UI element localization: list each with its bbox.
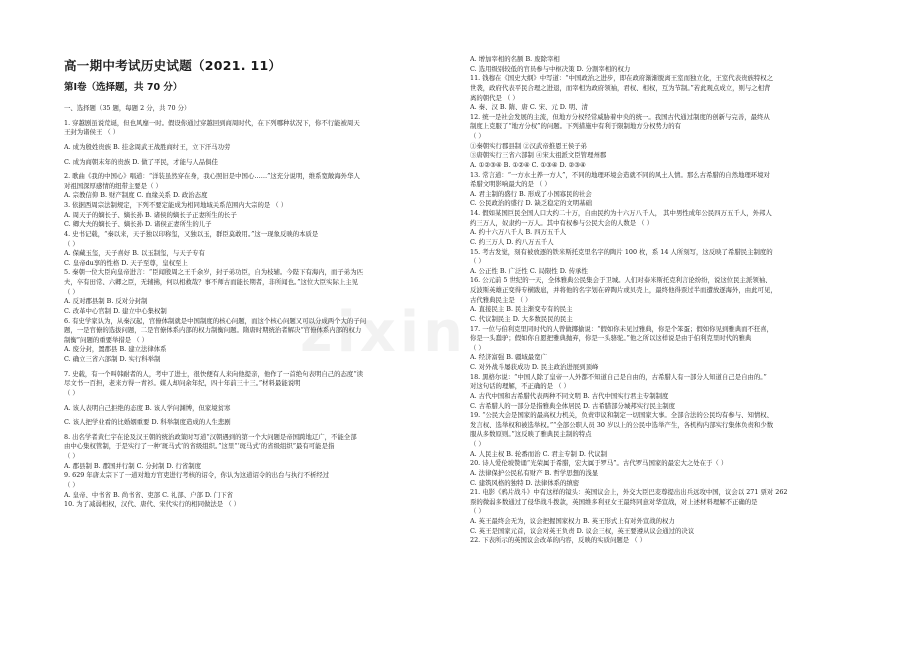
left-column [64, 0, 466, 651]
text-line: 票的微弱多数通过了侵华战斗拨款，英国维多利亚女王最终同意对华宣战，对上述材料理解不正确的是 [470, 497, 758, 506]
text-line: 对祖国深厚感情的纽带主要是（ ） [64, 181, 162, 190]
text-line: A. 公正性 B. 广泛性 C. 局限性 D. 传承性 [470, 266, 588, 275]
text-line: 10. 为了减弱相权，汉代、唐代、宋代实行的相同做法是 （ ） [64, 500, 241, 509]
text-line: A. 人民主权 B. 轮番而治 C. 君主专制 D. 代议制 [470, 449, 608, 458]
text-line: A. 宗教信仰 B. 财产制度 C. 血缘关系 D. 政治态度 [64, 191, 208, 200]
text-line: 16. 公元前 5 世纪的一天，全体雅典公民集会于卫城。人们对泰米斯托克利言论纷纷，说这位民主派领袖、 [470, 276, 772, 285]
right-column [470, 0, 880, 651]
text-line: A. 成为殷姓贵族 B. 挂念周武王战胜商纣王，立下汗马功劳 [64, 142, 231, 151]
text-line: A. 法律保护公民私有财产 B. 哲学思想的浅显 [470, 468, 599, 477]
text-line: 尽文书一百担，老来方得一青衫。媒人却问余年纪，四十年前三十三。”材料最能说明 [64, 379, 301, 388]
text-line: 17. 一位与伯利克里同时代的人曾做揶揄说：“假如你未见过雅典，你是个笨蛋；假如你见到雅典而不狂喜， [470, 324, 774, 333]
text-line: 2. 歌曲《我的中国心》唱道：“洋装虽然穿在身，我心照旧是中国心……”这充分说明，维系宽敞海外华人 [64, 172, 360, 181]
left-question-text [64, 104, 466, 510]
text-line: A. 保藏玉玺，天子喜好 B. 以玉制玺，与天子专有 [64, 249, 205, 258]
text-line: 发言权、选举权和被选举权。”“全部公职人员 30 岁以上的公民中选举产生，各机构内部实行集体负责和少数 [470, 420, 774, 429]
text-line: （ ） [64, 287, 79, 296]
text-line: A. 约十六万八千人 B. 四万五千人 [470, 228, 567, 237]
text-line: A. 废分封，置郡县 B. 建立法律体系 [64, 345, 167, 354]
text-line: 19. “公民大会是国家的最高权力机关，负责审议和制定一切国家大事。全部合法的公民均有参与、知情权、 [470, 411, 774, 420]
text-line: （ ） [64, 480, 79, 489]
text-line: 6. 有史学家认为，从秦汉起，官僚体制就是中国制度的核心问题，而这个核心问题又可以分成两个大的子问 [64, 316, 367, 325]
text-line: A. 皇帝、中书省 B. 尚书省、吏部 C. 礼部、户部 D. 门下省 [64, 490, 234, 499]
text-line: 古代雅典民主是 （ ） [470, 295, 532, 304]
text-line: C. 卿大夫的嫡长子、嫡长孙 D. 诸侯正妻所生的儿子 [64, 220, 212, 229]
text-line: 反波斯英雄正变得专横跋扈，并将他的名字划在碎陶片或贝壳上，最终他得票过半而遭放逐海外，由此可见， [470, 286, 777, 294]
text-line: 11. 钱穆在《国史大纲》中写道：“中国政治之进步，即在政府渐渐脱离王室而独立化，王室代表贵族特权之 [470, 74, 774, 83]
text-line: ①秦朝实行郡县制 ②汉武帝推恩王侯子弟 [470, 141, 588, 150]
text-line: A. 古代中国和古希腊代表两种不同文明 B. 古代中国实行君主专制制度 [470, 391, 669, 400]
text-line: （ ） [470, 257, 485, 266]
section-heading: 第Ⅰ卷（选择题，共 70 分） [64, 82, 183, 93]
text-line: 15. 考古发觉，刻有被放逐的铁米斯托克里名字的陶片 100 枚，系 14 人所刻写，这反映了希腊民主制度的 [470, 247, 773, 256]
text-line: C. 确立三省六部制 D. 实行科举制 [64, 355, 161, 363]
text-line: 离的朝代是 （ ） [470, 93, 519, 102]
text-line: A. 英王最终会无为，议会把握国家权力 B. 英王形式上有对外宣战的权力 [470, 517, 675, 525]
text-line: C. 选用级别较低的官员参与中枢决策 D. 分割宰相的权力 [470, 64, 631, 73]
watermark: zixin [300, 300, 467, 365]
text-line: A. 秦、汉 B. 隋、唐 C. 宋、元 D. 明、清 [470, 103, 588, 112]
text-line: A. 周天子的嫡长子、嫡长孙 B. 诸侯的嫡长子正妻所生的长子 [64, 210, 237, 219]
text-line: 由中心集权管制，于是实行了一种‘斑马式’的省级组织。”这里“‘斑马式’的省级组织”最有可能是指 [64, 442, 335, 451]
text-line: A. 增加宰相的名额 B. 废除宰相 [470, 55, 560, 63]
text-line: （ ） [64, 388, 79, 397]
text-line: 希腊文明影响最大的是 （ ） [470, 180, 551, 189]
text-line: 3. 依据西周宗法制规定，下列不要定能成为相同地域关系范围内大宗的是 （ ） [64, 201, 288, 209]
text-line: （ ） [64, 239, 79, 248]
text-line: 世袭，政府代表平民合理之进退，而宰相为政府领袖，君权、相权，互为节制。”若此观点成立，则与之相背 [470, 83, 771, 92]
text-line: 21. 电影《鸦片战斗》中有这样的镜头：英国议会上，外交大臣巴麦尊提出出兵远攻中国，议会以 271 票对 262 [470, 488, 788, 497]
exam-title: 高一期中考试历史试题（2021. 11） [64, 58, 282, 73]
text-line: 5. 秦朝一位大臣向皇帝进言：“臣闻殷周之王千余岁，封子弟功臣，自为枝辅。今陛下有海内，而子弟为匹 [64, 268, 363, 277]
text-line: ③唐朝实行三省六部制 ④宋太祖派文臣管理州郡 [470, 151, 607, 160]
text-line: 13. 常言道：“一方水土养一方人”，不同的地理环境会造就不同的风土人情。那么古希腊的自然地理环境对 [470, 170, 770, 179]
text-line: 22. 下表所示的英国议会改革的内容，反映的实质问题是 （ ） [470, 536, 647, 545]
text-line: A. 君主制的盛行 B. 形成了小国寡民的社会 [470, 189, 592, 198]
text-line: 18. 黑格尔说：“中国人除了皇帝一人外都不知道自己是自由的，古希腊人有一部分人知道自己是自由的。” [470, 372, 767, 381]
text-line: C. 该人把学业看的比婚姻重要 D. 科举制度造成的人生悲剧 [64, 418, 231, 427]
text-line: C. 建筑风格的独特 D. 法律体系的缜密 [470, 478, 580, 487]
text-line: （ ） [470, 440, 485, 448]
text-line: （ ） [470, 343, 485, 352]
text-line: 你是一头蠢驴；假如你自愿把雅典抛弃，你是一头骆驼。”他之所以这样说是由于伯利克里时代的雅典 [470, 334, 752, 343]
text-line: 8. 出名学者黄仁宇在论及汉王朝的统治政策时写道“汉朝遇到的第一个大问题是帝国跨地辽广，不能全部 [64, 432, 357, 441]
text-line: （ ） [470, 132, 485, 140]
text-line: C. 英王是国家元首，议会对英王负责 D. 议会三权，英王要遵从议会通过的决议 [470, 526, 695, 535]
right-question-text [470, 55, 880, 546]
text-line: 对这句话的理解，不正确的是 （ ） [470, 382, 570, 391]
text-line: A. 反对郡县制 B. 反对分封制 [64, 297, 148, 306]
text-line: A. 该人表明自己拒绝的态度 B. 该人学问渊博，但家境贫寒 [64, 403, 231, 412]
text-line: 14. 假如某国巨民全国人口大约二十万，自由民约为十六万八千人， 其中男性成年公民四万五千人，外邦人 [470, 209, 772, 217]
text-line: 夫，卒有田常、六卿之臣，无辅拂，何以相救哉？事不师古而能长期者，非所闻也。”这位大臣实际上主见 [64, 278, 359, 286]
text-line: C. 成为商朝末年的贵族 D. 做了平民，才能与人品俱佳 [64, 157, 218, 166]
text-line: 4. 史书记载，“秦以来，天子独以印称玺，又独以玉，群臣莫敢用。”这一现象反映的本质是 [64, 229, 319, 238]
text-line: （ ） [64, 452, 79, 460]
text-line: A. ①②③④ B. ①②④ C. ①③④ D. ②③④ [470, 160, 586, 169]
text-line: C. 改革中心官制 D. 建立中心集权制 [64, 306, 167, 315]
text-line: C. 古希腊人的一部分是指雅典全体居民 D. 古希腊部分城邦实行民主制度 [470, 401, 676, 410]
text-line: 一、选择题（35 题，每题 2 分，共 70 分） [64, 104, 191, 112]
text-line: 7. 史载，有一个叫韩耐者的人，考中了进士，很快便有人来向他提亲，他作了一首绝句表明自己的态度“读 [64, 369, 363, 378]
text-line: （ ） [470, 507, 485, 516]
text-line: C. 代议制民主 D. 大多数民民的民主 [470, 314, 573, 323]
text-line: C. 公民政治的盛行 D. 缺乏稳定的文明基础 [470, 199, 592, 208]
text-line: 题，一是官僚的选拔问题，二是官僚体系内部的权力制衡问题。隋唐时期统治者解决“官僚体系内部的权力 [64, 326, 362, 335]
text-line: 服从多数原则。”这反映了雅典民主制的特点 [470, 430, 592, 439]
text-line: 制衡”问题的重要举措是 （ ） [64, 335, 149, 344]
text-line: 约三万人，奴隶约一万人。其中有权参与公民大会的人数是 （ ） [470, 218, 653, 227]
text-line: 20. 诗人爱伦坡赞诵“光荣属于希腊，宏大属于罗马”。古代罗马国家的最宏大之处在于（ ） [470, 459, 728, 468]
text-line: A. 直接民主 B. 民主渐变专有的民主 [470, 305, 573, 314]
text-line: 制度上克服了“地方分权”的问题。下列措施中有利于限制地方分权势力的有 [470, 122, 682, 131]
text-line: 1. 穿越剧虽说荒诞，但也风靡一时。假设你通过穿越回到商周时代，在下列哪种状况下，你不行能被周天 [64, 118, 360, 127]
text-line: A. 郡县制 B. 郡国并行制 C. 分封制 D. 行省制度 [64, 461, 202, 470]
text-line: 王封为诸侯王 （ ） [64, 128, 120, 137]
text-line: C. 对外战斗屡获成功 D. 民主政治进展到顶峰 [470, 363, 599, 371]
text-line: 12. 统一是社会发展的主流，但地方分权经常威胁着中央的统一。我国古代通过制度的创新与完善，最终从 [470, 112, 770, 121]
text-line: A. 经济富强 B. 疆域最宽广 [470, 353, 547, 362]
text-line: 9. 629 年唐太宗下了一道对地方官吏进行考核的诏令，你认为这道诏令的出台与执行不析经过 [64, 471, 330, 480]
text-line: C. 皇帝du享的性格 D. 天子至尊，皇权至上 [64, 258, 188, 267]
text-line: C. 约三万人 D. 约八万五千人 [470, 237, 554, 246]
